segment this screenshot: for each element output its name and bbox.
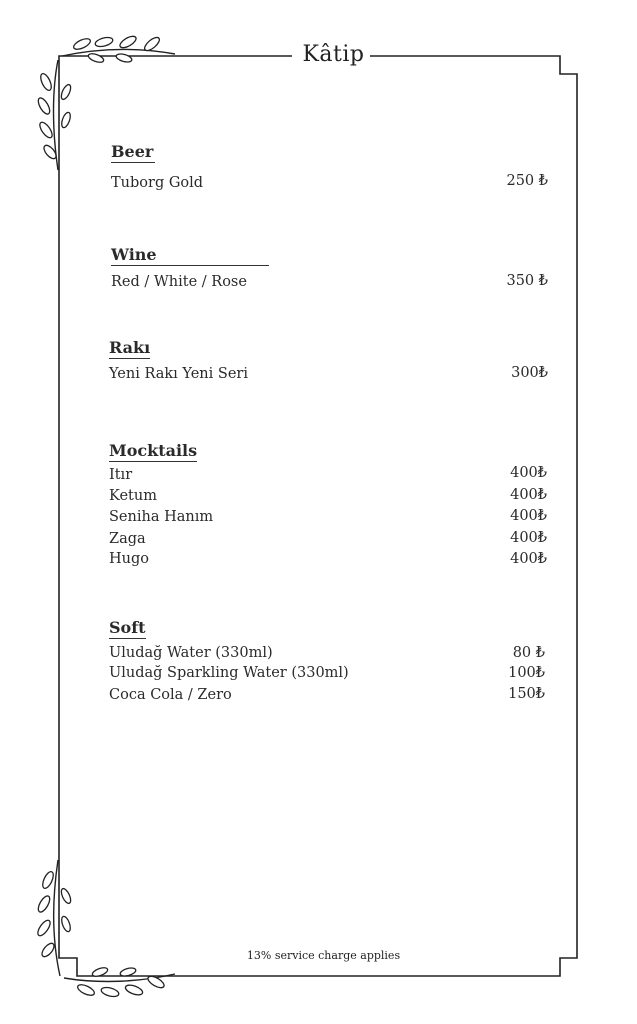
menu-item-name: Tuborg Gold	[111, 175, 204, 191]
section-heading: Beer	[111, 142, 154, 161]
menu-item-name: Uludağ Water (330ml)	[109, 645, 273, 661]
section-heading: Mocktails	[109, 441, 198, 460]
menu-item-price: 400₺	[510, 551, 547, 567]
menu-item-price: 300₺	[511, 365, 548, 381]
menu-item-price: 100₺	[508, 665, 545, 681]
service-charge-note: 13% service charge applies	[246, 949, 401, 962]
menu-item-name: Itır	[109, 467, 133, 483]
section-heading: Soft	[109, 618, 146, 637]
menu-item-name: Zaga	[109, 531, 146, 547]
menu-item-price: 80 ₺	[512, 645, 545, 661]
menu-item-price: 250 ₺	[506, 173, 548, 189]
section-heading: Wine	[111, 245, 269, 266]
menu-item-name: Uludağ Sparkling Water (330ml)	[109, 665, 349, 681]
restaurant-title-text: Kâtip	[298, 42, 368, 67]
menu-item-price: 400₺	[510, 530, 547, 546]
menu-item-name: Ketum	[109, 488, 157, 504]
menu-item-price: 400₺	[510, 487, 547, 503]
vine-ornament-bottom-left-icon	[36, 860, 175, 998]
menu-item-price: 400₺	[510, 465, 547, 481]
section-heading: Rakı	[109, 338, 151, 357]
menu-item-name: Hugo	[109, 551, 149, 567]
menu-item-price: 350 ₺	[506, 273, 548, 289]
menu-item-price: 150₺	[508, 686, 545, 702]
menu-item-name: Red / White / Rose	[111, 274, 247, 290]
restaurant-title	[0, 42, 637, 67]
menu-item-name: Seniha Hanım	[109, 509, 214, 525]
menu-item-name: Coca Cola / Zero	[109, 687, 232, 703]
menu-item-price: 400₺	[510, 508, 547, 524]
menu-item-name: Yeni Rakı Yeni Seri	[109, 366, 248, 382]
